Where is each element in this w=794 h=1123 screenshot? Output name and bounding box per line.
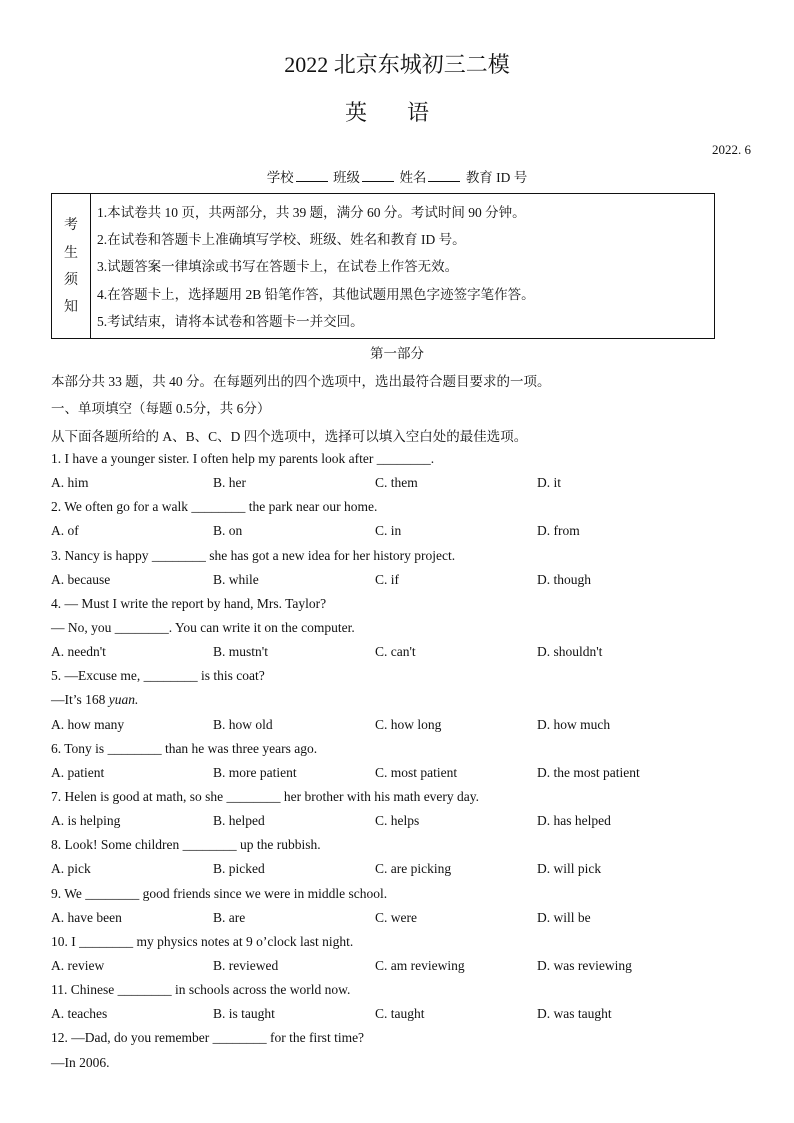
- notice-line: 2.在试卷和答题卡上准确填写学校、班级、姓名和教育 ID 号。: [97, 232, 466, 247]
- question-stem: 12. —Dad, do you remember ________ for the first time?: [51, 1030, 365, 1045]
- answer-text: —It’s 168: [51, 692, 109, 707]
- option-b: B. on: [213, 523, 243, 538]
- question-stem-line2: —In 2006.: [51, 1055, 110, 1070]
- option-a: A. of: [51, 523, 79, 538]
- question-stem: 8. Look! Some children ________ up the rubbish.: [51, 837, 321, 852]
- exam-notice-box: [51, 193, 715, 339]
- option-a: A. review: [51, 958, 105, 973]
- option-d: D. how much: [537, 717, 611, 732]
- question-stem: 6. Tony is ________ than he was three years ago.: [51, 741, 318, 756]
- notice-line: 4.在答题卡上，选择题用 2B 铅笔作答，其他试题用黑色字迹签字笔作答。: [97, 287, 535, 302]
- option-d: D. was taught: [537, 1006, 612, 1021]
- notice-heading-char: 知: [64, 300, 78, 315]
- option-a: A. pick: [51, 861, 91, 876]
- option-d: D. has helped: [537, 813, 611, 828]
- blank-school: [296, 169, 328, 182]
- part-title: 第一部分: [370, 346, 424, 361]
- question-stem: 10. I ________ my physics notes at 9 o’clock last night.: [51, 934, 354, 949]
- option-a: A. teaches: [51, 1006, 108, 1021]
- option-c: C. are picking: [375, 861, 452, 876]
- part-intro: 本部分共 33 题，共 40 分。在每题列出的四个选项中，选出最符合题目要求的一项。: [51, 374, 551, 389]
- option-b: B. are: [213, 910, 246, 925]
- notice-line: 3.试题答案一律填涂或书写在答题卡上，在试卷上作答无效。: [97, 259, 459, 274]
- option-d: D. the most patient: [537, 765, 640, 780]
- notice-heading-char: 生: [64, 246, 78, 261]
- option-b: B. reviewed: [213, 958, 279, 973]
- answer-unit: yuan.: [108, 692, 139, 707]
- field-name: 姓名: [399, 170, 427, 185]
- option-c: C. can't: [375, 644, 416, 659]
- question-stem: 3. Nancy is happy ________ she has got a new idea for her history project.: [51, 548, 456, 563]
- question-stem: 5. —Excuse me, ________ is this coat?: [51, 668, 265, 683]
- option-b: B. how old: [213, 717, 273, 732]
- section-instruction: 从下面各题所给的 A、B、C、D 四个选项中，选择可以填入空白处的最佳选项。: [51, 429, 528, 444]
- option-c: C. am reviewing: [375, 958, 465, 973]
- option-c: C. helps: [375, 813, 420, 828]
- question-stem: 4. — Must I write the report by hand, Mrs. Taylor?: [51, 596, 327, 611]
- option-a: A. because: [51, 572, 111, 587]
- notice-heading: [52, 194, 91, 338]
- field-school: 学校: [266, 170, 294, 185]
- field-class: 班级: [333, 170, 361, 185]
- option-b: B. mustn't: [213, 644, 268, 659]
- option-c: C. taught: [375, 1006, 425, 1021]
- option-a: A. him: [51, 475, 89, 490]
- question-stem: 9. We ________ good friends since we were in middle school.: [51, 886, 388, 901]
- question-stem-line2: — No, you ________. You can write it on the computer.: [51, 620, 355, 635]
- option-c: C. them: [375, 475, 418, 490]
- option-b: B. while: [213, 572, 259, 587]
- option-a: A. have been: [51, 910, 122, 925]
- question-stem: 2. We often go for a walk ________ the park near our home.: [51, 499, 378, 514]
- option-b: B. helped: [213, 813, 265, 828]
- option-d: D. from: [537, 523, 580, 538]
- question-stem: 11. Chinese ________ in schools across the world now.: [51, 982, 351, 997]
- option-d: D. it: [537, 475, 562, 490]
- notice-heading-char: 须: [64, 273, 78, 288]
- option-d: D. was reviewing: [537, 958, 632, 973]
- option-a: A. needn't: [51, 644, 106, 659]
- question-stem: 7. Helen is good at math, so she ________ her brother with his math every day.: [51, 789, 480, 804]
- exam-date: 2022. 6: [712, 142, 751, 157]
- option-c: C. if: [375, 572, 400, 587]
- option-c: C. were: [375, 910, 417, 925]
- option-d: D. though: [537, 572, 591, 587]
- option-a: A. is helping: [51, 813, 121, 828]
- option-b: B. her: [213, 475, 246, 490]
- option-d: D. will pick: [537, 861, 602, 876]
- section-heading: 一、单项填空（每题 0.5分，共 6分）: [51, 401, 271, 416]
- option-c: C. how long: [375, 717, 442, 732]
- question-stem: 1. I have a younger sister. I often help my parents look after ________.: [51, 451, 435, 466]
- subject-title: 英语: [344, 100, 469, 125]
- question-stem-line2: [51, 692, 138, 708]
- option-c: C. most patient: [375, 765, 458, 780]
- option-d: D. will be: [537, 910, 591, 925]
- option-b: B. picked: [213, 861, 265, 876]
- option-c: C. in: [375, 523, 402, 538]
- notice-line: 5.考试结束，请将本试卷和答题卡一并交回。: [97, 314, 364, 329]
- option-b: B. more patient: [213, 765, 297, 780]
- blank-name: [428, 169, 460, 182]
- blank-class: [362, 169, 394, 182]
- option-d: D. shouldn't: [537, 644, 603, 659]
- notice-line: 1.本试卷共 10 页，共两部分，共 39 题，满分 60 分。考试时间 90 分钟。: [97, 205, 526, 220]
- field-id: 教育 ID 号: [465, 170, 528, 185]
- option-a: A. patient: [51, 765, 105, 780]
- option-a: A. how many: [51, 717, 125, 732]
- notice-heading-char: 考: [64, 218, 78, 233]
- option-b: B. is taught: [213, 1006, 275, 1021]
- student-info-line: [0, 166, 794, 186]
- page-title: 2022 北京东城初三二模: [284, 52, 510, 77]
